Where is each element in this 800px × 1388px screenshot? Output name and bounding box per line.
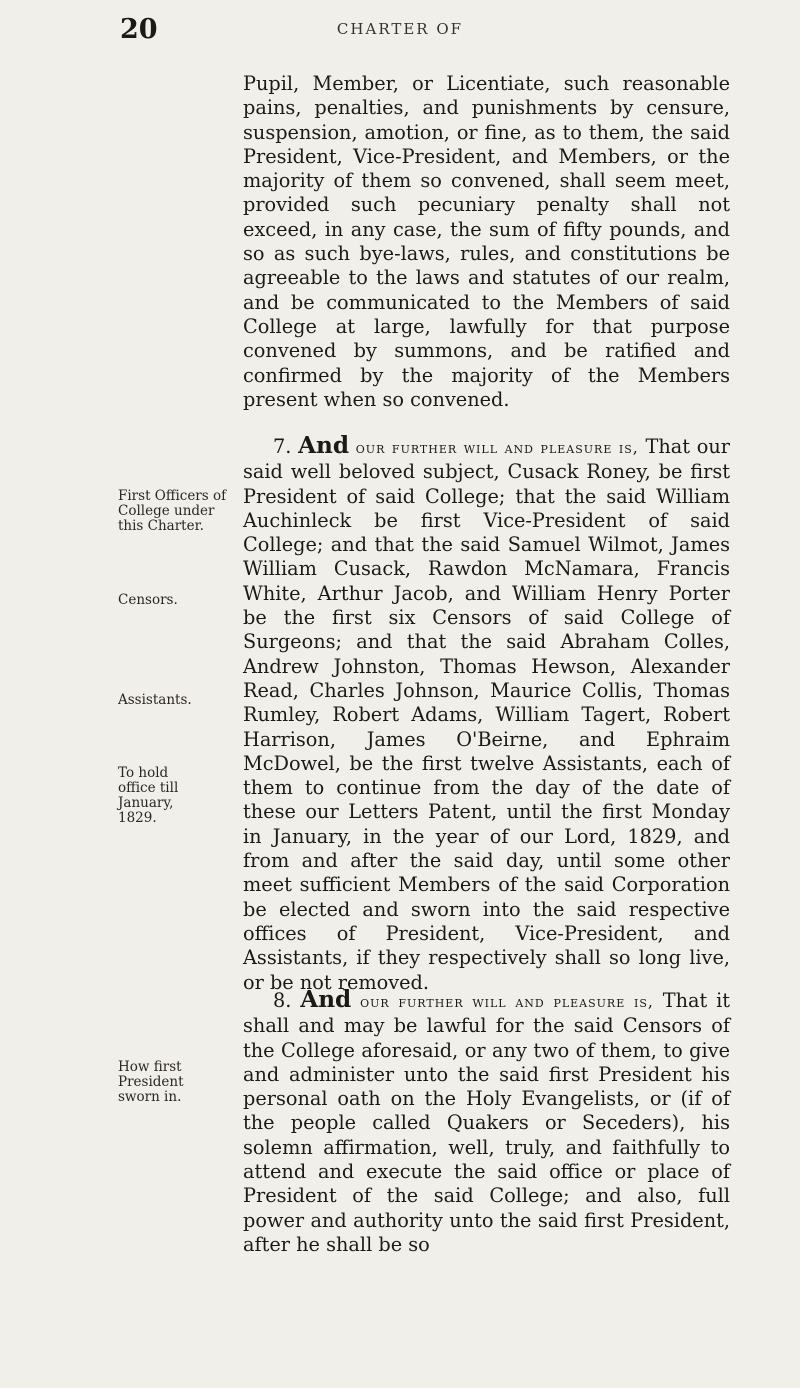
paragraph-6-continued: Pupil, Member, or Licentiate, such reasonable pains, penalties, and punishments by censure, suspension, amotion, or fine, as to them, the said President, Vice-President, and Members, or the majority of them so convened, shall seem meet, provided such pecuniary penalty shall not exceed, in any case, the sum of fifty pounds, and so as such bye-laws, rules, and constitutions be agreeable to the laws and statutes of our realm, and be communicated to the Members of said College at large, lawfully for that purpose convened by summons, and be ratified and confirmed by the majority of the Members present when so convened. [243,72,730,411]
blackletter-initial: And [300,986,352,1013]
paragraph-7-text: That our said well beloved subject, Cusack Roney, be first President of said College; that the said William Auchinleck be first Vice-President of said College; and that the said Samuel Wilmot, James William Cusack, Rawdon McNamara, Francis White, Arthur Jacob, and William Henry Porter be the first six Censors of said College of Surgeons; and that the said Abraham Colles, Andrew Johnston, Thomas Hewson, Alexander Read, Charles Johnson, Maurice Collis, Thomas Rumley, Robert Adams, William Tagert, Robert Harrison, James O'Beirne, and Ephraim McDowel, be the first twelve Assistants, each of them to continue from the day of the date of these our Letters Patent, until the first Monday in January, in the year of our Lord, 1829, and from and after the said day, until some other meet sufficient Members of the said Corporation be elected and sworn into the said respective offices of President, Vice-President, and Assistants, if they respectively shall so long live, or be not removed. [243,435,730,994]
marginal-note-to-hold-office: To hold office till January, 1829. [118,765,179,826]
body-text-section-8 [243,988,730,1257]
running-head: CHARTER OF [336,20,464,38]
marginal-note-how-first-president: How first President sworn in. [118,1059,184,1105]
section-number-7: 7. [273,435,292,458]
section-number-8: 8. [273,989,292,1012]
marginal-note-first-officers: First Officers of College under this Charter. [118,488,227,534]
body-text [243,72,730,412]
paragraph-7 [243,434,730,995]
paragraph-8 [243,988,730,1257]
paragraph-8-text: That it shall and may be lawful for the said Censors of the College aforesaid, or any two of them, to give and administer unto the said first President his personal oath on the Holy Evangelists, or (if of the people called Quakers or Seceders), his solemn affirmation, well, truly, and faithfully to attend and execute the said office or place of President of the said College; and also, full power and authority unto the said first President, after he shall be so [243,989,730,1256]
smallcaps-phrase: our further will and pleasure is, [355,438,639,457]
body-text-section-7 [243,434,730,995]
marginal-note-assistants: Assistants. [118,692,192,708]
page-number: 20 [120,14,158,45]
marginal-note-censors: Censors. [118,592,178,608]
blackletter-initial: And [298,432,350,459]
smallcaps-phrase: our further will and pleasure is, [360,992,654,1011]
